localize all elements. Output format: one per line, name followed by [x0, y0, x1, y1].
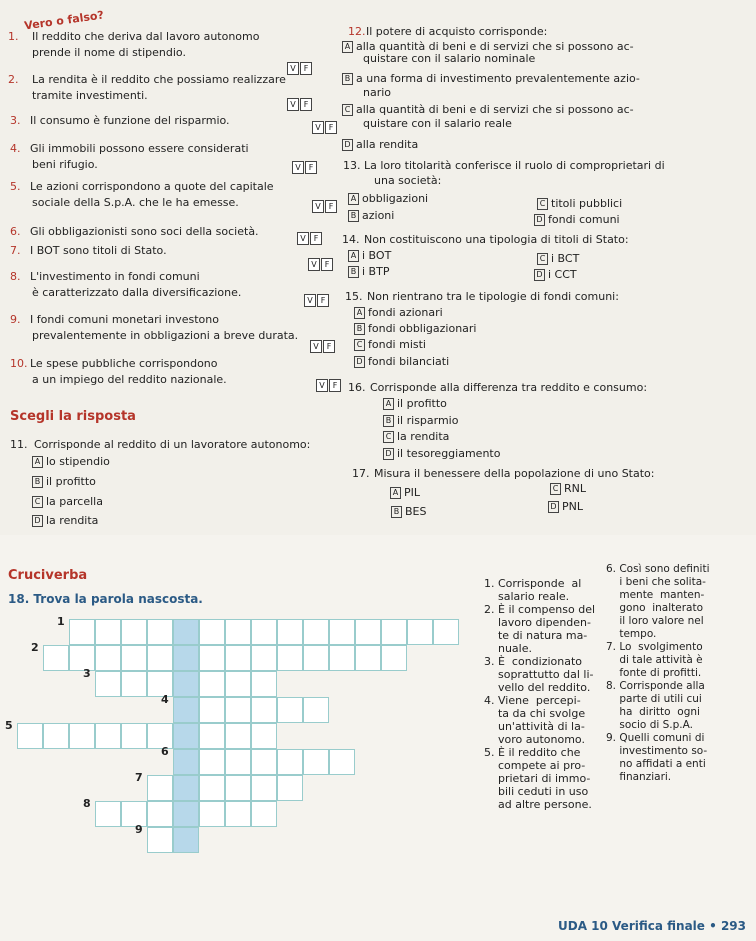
crossword-cell[interactable] [303, 749, 329, 775]
answer-option[interactable] [342, 103, 634, 116]
crossword-cell[interactable] [329, 749, 355, 775]
crossword-cell[interactable] [69, 619, 95, 645]
crossword-row-number: 3 [83, 667, 91, 680]
crossword-cell[interactable] [407, 619, 433, 645]
crossword-cell[interactable] [225, 775, 251, 801]
option-text: fondi comuni [548, 213, 620, 226]
crossword-cell[interactable] [277, 775, 303, 801]
crossword-cell[interactable] [199, 723, 225, 749]
false-box[interactable]: F [305, 161, 317, 174]
answer-option[interactable] [354, 355, 449, 368]
answer-option[interactable] [348, 192, 428, 205]
crossword-cell[interactable] [277, 619, 303, 645]
option-letter: C [537, 253, 548, 265]
true-box[interactable]: V [308, 258, 320, 271]
answer-option[interactable] [348, 249, 391, 262]
crossword-cell[interactable] [147, 619, 173, 645]
option-letter: A [354, 307, 365, 319]
option-text: i BTP [362, 265, 390, 278]
crossword-cell[interactable] [329, 645, 355, 671]
crossword-cell[interactable] [251, 801, 277, 827]
crossword-cell[interactable] [381, 619, 407, 645]
option-text: i BOT [362, 249, 392, 262]
false-box[interactable]: F [321, 258, 333, 271]
crossword-cell[interactable] [225, 697, 251, 723]
option-text: azioni [362, 209, 395, 222]
page-footer: UDA 10 Verifica finale • 293 [558, 919, 746, 933]
tf-item-line1: Gli immobili possono essere considerati [30, 142, 249, 155]
option-letter: A [348, 250, 359, 262]
tf-item-number: 5. [10, 180, 21, 193]
crossword-cell[interactable] [173, 749, 199, 775]
option-text: alla rendita [356, 138, 419, 151]
option-letter: B [348, 266, 359, 278]
tf-item-line1: Le spese pubbliche corrispondono [30, 357, 218, 370]
crossword-cell[interactable] [43, 645, 69, 671]
answer-option[interactable] [348, 265, 389, 278]
crossword-cell[interactable] [303, 619, 329, 645]
answer-option[interactable] [354, 322, 477, 335]
tf-item-line1: Il consumo è funzione del risparmio. [30, 114, 230, 127]
option-letter: D [342, 139, 353, 151]
tf-item-number: 4. [10, 142, 21, 155]
option-text: a una forma di investimento prevalentemente azio- [356, 72, 640, 85]
answer-option[interactable] [391, 505, 426, 518]
false-box[interactable]: F [317, 294, 329, 307]
crossword-cell[interactable] [303, 645, 329, 671]
crossword-cell[interactable] [95, 671, 121, 697]
crossword-cell[interactable] [381, 645, 407, 671]
question-number: 16. [348, 381, 366, 394]
crossword-cell[interactable] [225, 801, 251, 827]
answer-option[interactable] [550, 482, 586, 495]
crossword-cell[interactable] [43, 723, 69, 749]
answer-option[interactable] [548, 500, 583, 513]
tf-item-line1: La rendita è il reddito che possiamo realizzare [32, 73, 286, 86]
crossword-cell[interactable] [199, 645, 225, 671]
tf-item-line2: beni rifugio. [32, 158, 98, 171]
crossword-cell[interactable] [121, 645, 147, 671]
tf-item-line2: tramite investimenti. [32, 89, 148, 102]
crossword-cell[interactable] [173, 619, 199, 645]
question-text: Non costituiscono una tipologia di titoli di Stato: [364, 233, 629, 246]
option-letter: A [342, 41, 353, 53]
tf-item-line1: Il reddito che deriva dal lavoro autonomo [32, 30, 260, 43]
option-text: alla quantità di beni e di servizi che si possono ac- [356, 103, 634, 116]
answer-option[interactable] [537, 197, 622, 210]
crossword-cell[interactable] [69, 723, 95, 749]
crossword-cell[interactable] [199, 697, 225, 723]
true-box[interactable]: V [287, 62, 299, 75]
option-text: fondi obbligazionari [368, 322, 477, 335]
crossword-cell[interactable] [17, 723, 43, 749]
tf-item-line1: I BOT sono titoli di Stato. [30, 244, 167, 257]
crossword-cell[interactable] [173, 827, 199, 853]
true-box[interactable]: V [287, 98, 299, 111]
option-letter: B [391, 506, 402, 518]
crossword-section [0, 535, 756, 941]
answer-option[interactable] [390, 486, 420, 499]
crossword-cell[interactable] [147, 671, 173, 697]
answer-option[interactable] [383, 447, 500, 460]
tf-item-line2: a un impiego del reddito nazionale. [32, 373, 227, 386]
answer-option[interactable] [32, 495, 103, 508]
answer-option[interactable] [534, 213, 620, 226]
option-text: RNL [564, 482, 586, 495]
true-box[interactable]: V [310, 340, 322, 353]
question-number: 12. [348, 25, 366, 38]
true-false-boxes [316, 379, 342, 392]
option-letter: B [32, 476, 43, 488]
option-text-cont: quistare con il salario nominale [363, 52, 536, 65]
option-letter: D [548, 501, 559, 513]
crossword-cell[interactable] [199, 671, 225, 697]
tf-item-line2: sociale della S.p.A. che le ha emesse. [32, 196, 239, 209]
false-box[interactable]: F [300, 62, 312, 75]
option-letter: C [354, 339, 365, 351]
crossword-cell[interactable] [251, 671, 277, 697]
question-text: Corrisponde al reddito di un lavoratore autonomo: [34, 438, 311, 451]
crossword-defs-col1: 1. Corrisponde al salario reale. 2. È il compenso del lavoro dipenden- te di natura ma- nuale. 3. È condizionato soprattutto dal li- vello del reddito. 4. Viene percepi- ta da chi svolge un'attività di la- voro autonomo. 5. È il reddito che compete ai pro- prietari di immo- bili ceduti in uso ad altre persone. [484, 577, 596, 811]
option-text: titoli pubblici [551, 197, 623, 210]
crossword-row-number: 4 [161, 693, 169, 706]
crossword-cell[interactable] [173, 671, 199, 697]
crossword-cell[interactable] [199, 801, 225, 827]
option-text: i BCT [551, 252, 580, 265]
true-box[interactable]: V [292, 161, 304, 174]
crossword-cell[interactable] [95, 645, 121, 671]
option-letter: B [342, 73, 353, 85]
option-letter: A [383, 398, 394, 410]
answer-option[interactable] [383, 414, 458, 427]
crossword-row-number: 1 [57, 615, 65, 628]
option-letter: D [534, 214, 545, 226]
crossword-cell[interactable] [225, 671, 251, 697]
option-text-cont: quistare con il salario reale [363, 117, 512, 130]
option-text: fondi misti [368, 338, 426, 351]
crossword-cell[interactable] [147, 723, 173, 749]
option-text: la parcella [46, 495, 103, 508]
crossword-cell[interactable] [251, 697, 277, 723]
option-letter: D [534, 269, 545, 281]
crossword-cell[interactable] [225, 619, 251, 645]
crossword-cell[interactable] [121, 671, 147, 697]
answer-option[interactable] [32, 455, 110, 468]
crossword-cell[interactable] [147, 801, 173, 827]
answer-option[interactable] [32, 475, 96, 488]
true-false-boxes [310, 340, 336, 353]
true-false-boxes [287, 62, 313, 75]
true-false-boxes [292, 161, 318, 174]
crossword-cell[interactable] [277, 645, 303, 671]
question-text: La loro titolarità conferisce il ruolo di comproprietari di [364, 159, 665, 172]
answer-option[interactable] [534, 268, 577, 281]
question-number: 15. [345, 290, 363, 303]
false-box[interactable]: F [300, 98, 312, 111]
crossword-heading: Cruciverba [8, 568, 88, 583]
crossword-cell[interactable] [95, 801, 121, 827]
tf-item-line1: Le azioni corrispondono a quote del capitale [30, 180, 274, 193]
option-letter: D [32, 515, 43, 527]
crossword-cell[interactable] [251, 619, 277, 645]
crossword-cell[interactable] [95, 619, 121, 645]
crossword-cell[interactable] [433, 619, 459, 645]
option-text: fondi bilanciati [368, 355, 450, 368]
answer-option[interactable] [354, 338, 426, 351]
option-text: lo stipendio [46, 455, 110, 468]
answer-option[interactable] [342, 138, 418, 151]
question-number: 13. [343, 159, 361, 172]
tf-item-number: 7. [10, 244, 21, 257]
crossword-cell[interactable] [121, 619, 147, 645]
false-box[interactable]: F [325, 200, 337, 213]
tf-item-number: 10. [10, 357, 28, 370]
option-letter: C [32, 496, 43, 508]
tf-item-number: 1. [8, 30, 19, 43]
crossword-cell[interactable] [225, 749, 251, 775]
true-false-boxes [287, 98, 313, 111]
crossword-cell[interactable] [199, 619, 225, 645]
option-letter: A [348, 193, 359, 205]
question-text: Corrisponde alla differenza tra reddito e consumo: [370, 381, 648, 394]
true-box[interactable]: V [304, 294, 316, 307]
crossword-cell[interactable] [277, 697, 303, 723]
option-text: il profitto [397, 397, 447, 410]
false-box[interactable]: F [329, 379, 341, 392]
crossword-cell[interactable] [173, 697, 199, 723]
answer-option[interactable] [383, 397, 447, 410]
true-false-boxes [312, 121, 338, 134]
true-false-boxes [297, 232, 323, 245]
false-box[interactable]: F [323, 340, 335, 353]
true-box[interactable]: V [316, 379, 328, 392]
option-letter: C [550, 483, 561, 495]
tf-item-number: 3. [10, 114, 21, 127]
option-text: BES [405, 505, 427, 518]
tf-item-line1: I fondi comuni monetari investono [30, 313, 219, 326]
option-text: PNL [562, 500, 583, 513]
question-text: Misura il benessere della popolazione di uno Stato: [374, 467, 655, 480]
crossword-cell[interactable] [199, 749, 225, 775]
crossword-cell[interactable] [121, 801, 147, 827]
crossword-cell[interactable] [173, 801, 199, 827]
false-box[interactable]: F [310, 232, 322, 245]
crossword-cell[interactable] [121, 723, 147, 749]
option-letter: C [537, 198, 548, 210]
answer-option[interactable] [348, 209, 394, 222]
option-letter: B [383, 415, 394, 427]
crossword-row-number: 9 [135, 823, 143, 836]
option-text: fondi azionari [368, 306, 443, 319]
tf-item-number: 8. [10, 270, 21, 283]
crossword-task: 18. Trova la parola nascosta. [8, 592, 203, 606]
true-box[interactable]: V [297, 232, 309, 245]
tf-item-line1: L'investimento in fondi comuni [30, 270, 200, 283]
crossword-cell[interactable] [95, 723, 121, 749]
crossword-cell[interactable] [329, 619, 355, 645]
tf-item-line2: è caratterizzato dalla diversificazione. [32, 286, 242, 299]
option-letter: D [383, 448, 394, 460]
crossword-cell[interactable] [251, 723, 277, 749]
option-letter: A [390, 487, 401, 499]
crossword-defs-col2: 6. Così sono definiti i beni che solita- mente manten- gono inalterato il loro valore nel tempo. 7. Lo svolgimento di tale attività è fonte di profitti. 8. Corrisponde alla parte di utili cui ha diritto ogni socio di S.p.A. 9. Quelli comuni di investimento so- no affidati a enti finanziari. [606, 563, 710, 783]
option-letter: B [348, 210, 359, 222]
tf-item-number: 9. [10, 313, 21, 326]
crossword-row-number: 5 [5, 719, 13, 732]
option-text-cont: nario [363, 86, 392, 99]
answer-option[interactable] [354, 306, 443, 319]
answer-option[interactable] [342, 72, 640, 85]
true-false-boxes [312, 200, 338, 213]
option-letter: D [354, 356, 365, 368]
crossword-cell[interactable] [225, 723, 251, 749]
question-number: 11. [10, 438, 28, 451]
crossword-row-number: 8 [83, 797, 91, 810]
true-false-boxes [308, 258, 334, 271]
crossword-row-number: 7 [135, 771, 143, 784]
crossword-cell[interactable] [147, 827, 173, 853]
tf-item-line2: prende il nome di stipendio. [32, 46, 186, 59]
crossword-cell[interactable] [147, 645, 173, 671]
question-text: Non rientrano tra le tipologie di fondi comuni: [367, 290, 619, 303]
tf-item-number: 2. [8, 73, 19, 86]
answer-option[interactable] [537, 252, 579, 265]
crossword-cell[interactable] [173, 723, 199, 749]
crossword-cell[interactable] [251, 749, 277, 775]
crossword-cell[interactable] [251, 645, 277, 671]
option-text: obbligazioni [362, 192, 429, 205]
tf-item-line1: Gli obbligazionisti sono soci della società. [30, 225, 259, 238]
crossword-cell[interactable] [355, 619, 381, 645]
option-letter: A [32, 456, 43, 468]
false-box[interactable]: F [325, 121, 337, 134]
tf-heading: Vero o falso? [23, 8, 105, 33]
option-text: il risparmio [397, 414, 459, 427]
crossword-cell[interactable] [173, 775, 199, 801]
crossword-cell[interactable] [173, 645, 199, 671]
crossword-cell[interactable] [199, 775, 225, 801]
tf-item-line2: prevalentemente in obbligazioni a breve durata. [32, 329, 299, 342]
true-box[interactable]: V [312, 121, 324, 134]
true-false-boxes [304, 294, 330, 307]
answer-option[interactable] [32, 514, 98, 527]
crossword-cell[interactable] [69, 645, 95, 671]
option-letter: C [342, 104, 353, 116]
option-text: PIL [404, 486, 421, 499]
question-text-cont: una società: [374, 174, 442, 187]
option-text: il profitto [46, 475, 96, 488]
crossword-cell[interactable] [225, 645, 251, 671]
true-box[interactable]: V [312, 200, 324, 213]
choose-heading: Scegli la risposta [10, 409, 136, 424]
answer-option[interactable] [383, 430, 449, 443]
option-text: i CCT [548, 268, 577, 281]
option-letter: B [354, 323, 365, 335]
option-text: alla quantità di beni e di servizi che si possono ac- [356, 40, 634, 53]
option-text: la rendita [46, 514, 99, 527]
question-text: Il potere di acquisto corrisponde: [366, 25, 548, 38]
crossword-row-number: 2 [31, 641, 39, 654]
question-number: 17. [352, 467, 370, 480]
crossword-cell[interactable] [147, 775, 173, 801]
question-number: 14. [342, 233, 360, 246]
option-letter: C [383, 431, 394, 443]
option-text: la rendita [397, 430, 450, 443]
crossword-cell[interactable] [251, 775, 277, 801]
option-text: il tesoreggiamento [397, 447, 501, 460]
crossword-cell[interactable] [355, 645, 381, 671]
crossword-cell[interactable] [277, 749, 303, 775]
crossword-cell[interactable] [303, 697, 329, 723]
tf-item-number: 6. [10, 225, 21, 238]
crossword-row-number: 6 [161, 745, 169, 758]
